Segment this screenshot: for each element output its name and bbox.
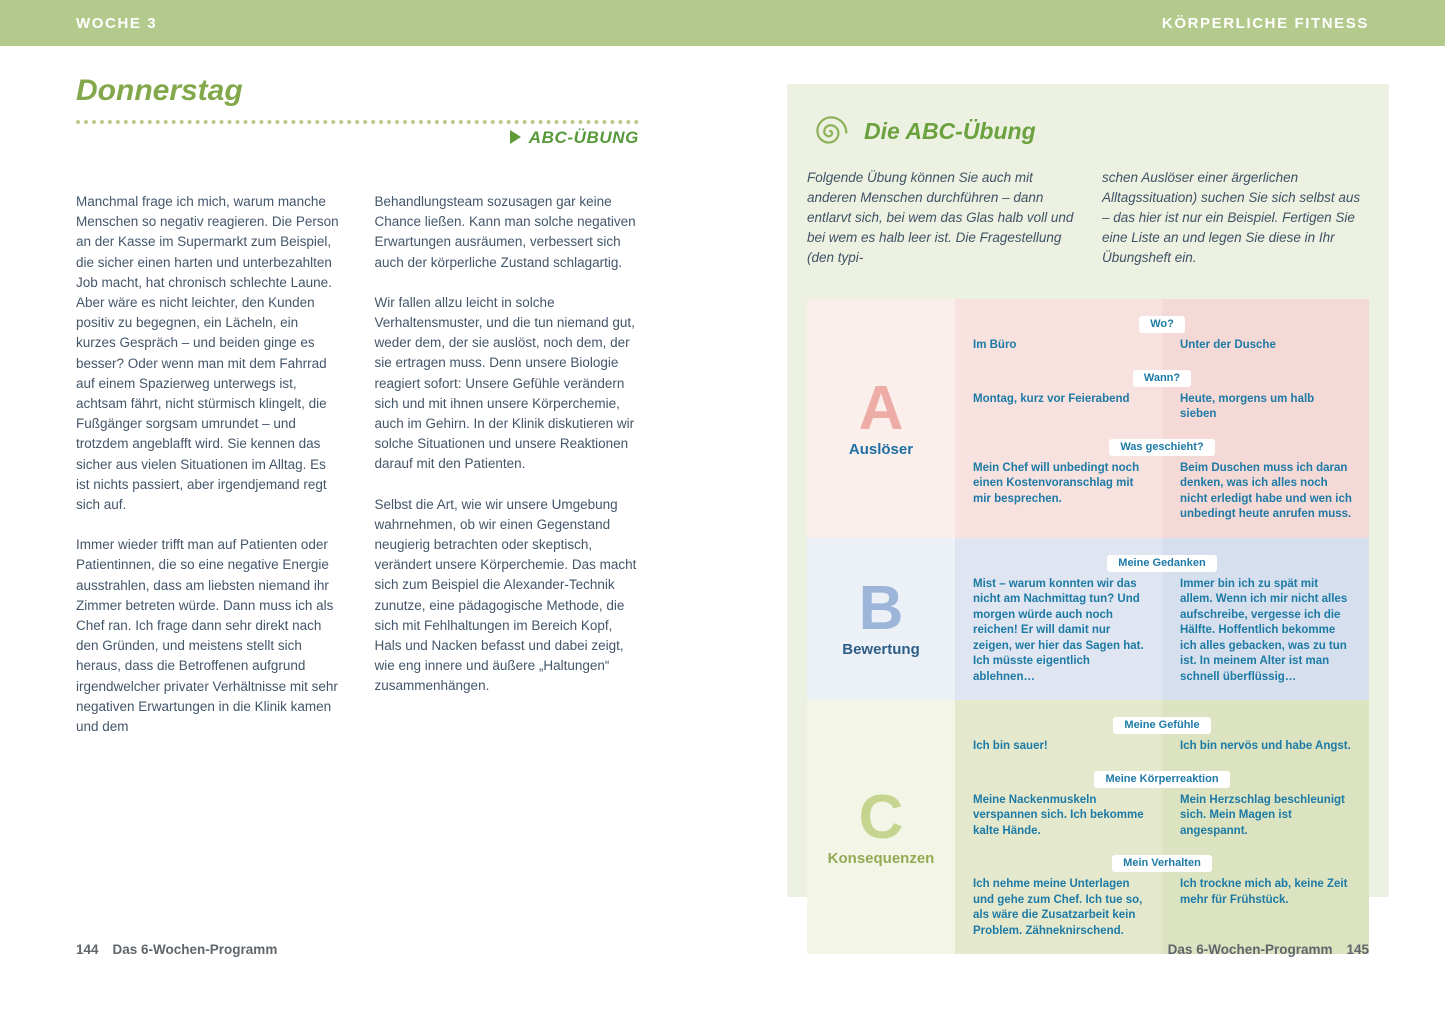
category-chip: Mein Verhalten [1112, 855, 1212, 872]
abc-exercise-panel [787, 84, 1389, 937]
paragraph: Selbst die Art, wie wir unsere Umgebung wahrnehmen, ob wir einen Gegenstand neugierig betrachten oder skeptisch, verändert unsere Körperchemie. Das macht sich zum Beispiel die Alexander-Technik zunutze, eine pädagogische Methode, die sich mit Fehlhaltungen im Bereich Kopf, Hals und Nacken befasst und dabei zeigt, wie eng innere und äußere „Haltungen“ zusammenhängen. [374, 496, 637, 694]
panel-intro-col1: Folgende Übung können Sie auch mit anderen Menschen durchführen – dann entlarvt sich, bei wem das Glas halb voll und bei wem es halb leer ist. Die Fragestellung (den typi- [807, 170, 1074, 265]
panel-title: Die ABC-Übung [864, 117, 1036, 144]
paragraph: Manchmal frage ich mich, warum manche Menschen so negativ reagieren. Die Person an der Kasse im Supermarkt zum Beispiel, die sicher einen harten und unterbezahlten Job macht, hat chronisch schlechte Laune. Aber wäre es nicht leichter, den Kunden positiv zu begegnen, ein Lächeln, ein kurzes Gespräch – und beiden ginge es besser? Oder wenn man mit dem Fahrrad auf einem Spazierweg unterwegs ist, achtsam fährt, nicht stürmisch klingelt, die Fußgänger sorgsam umrundet – und trotzdem angeblafft wird. Sie kennen das sicher aus vielen Situationen im Alltag. Es ist nichts passiert, aber irgendjemand regt sich auf. [76, 194, 339, 513]
row-letter-cell [807, 538, 955, 701]
example-left: Ich bin sauer! [973, 740, 1048, 752]
example-right: Ich trockne mich ab, keine Zeit mehr für Frühstück. [1180, 878, 1348, 906]
text-column-2 [375, 192, 640, 757]
row-letter: A [858, 373, 904, 443]
example-right: Immer bin ich zu spät mit allem. Wenn ich mir nicht alles aufschreibe, vergesse ich die Hälfte. Hoffentlich bekomme ich alles gebacken, was zu tun ist. In meinem Alter ist man schnell überflüssig… [1180, 577, 1348, 683]
panel-intro-col2: schen Auslöser einer ärgerlichen Alltagssituation) suchen Sie sich selbst aus – das hier ist nur ein Beispiel. Fertigen Sie eine Liste an und legen Sie diese in Ihr Übungsheft ein. [1102, 170, 1361, 265]
section-heading-text: ABC-ÜBUNG [528, 128, 639, 147]
example-right: Ich bin nervös und habe Angst. [1180, 740, 1351, 752]
example-left: Im Büro [973, 339, 1017, 351]
text-column-1 [76, 192, 341, 757]
footer-label-left: Das 6-Wochen-Programm [112, 942, 278, 957]
footer-label-right: Das 6-Wochen-Programm [1167, 942, 1333, 957]
panel-header [809, 110, 1369, 152]
body-text [76, 192, 639, 757]
row-label: Konsequenzen [827, 849, 935, 867]
example-right: Heute, morgens um halb sieben [1180, 392, 1315, 420]
example-group [955, 310, 1369, 358]
example-group [955, 549, 1369, 690]
example-group [955, 364, 1369, 427]
row-label: Bewertung [842, 641, 920, 659]
row-content [955, 700, 1369, 954]
header-section-label: KÖRPERLICHE FITNESS [1161, 14, 1369, 32]
row-letter: B [858, 574, 904, 644]
example-group [955, 849, 1369, 943]
paragraph: Behandlungsteam sozusagen gar keine Chance ließen. Kann man solche negativen Erwartungen ausräumen, verbessert sich auch der körperliche Zustand schlagartig. [374, 194, 636, 270]
triangle-right-icon [510, 130, 521, 144]
page-number-right: 145 [1346, 942, 1369, 957]
row-letter-cell [807, 299, 955, 538]
table-row-ausloeser [807, 299, 1369, 538]
category-chip: Wann? [1133, 370, 1191, 387]
row-label: Auslöser [848, 440, 914, 458]
footer-left [76, 942, 277, 957]
row-letter-cell [807, 700, 955, 954]
paragraph: Wir fallen allzu leicht in solche Verhaltensmuster, und die tun niemand gut, weder dem, der sie auslöst, noch dem, der sie ertragen muss. Denn unsere Biologie reagiert sofort: Unsere Gefühle verändern sich und mit ihnen unsere Körperchemie, auch im Gehirn. In der Klinik diskutieren wir solche Situationen und unsere Reaktionen darauf mit den Patienten. [374, 294, 635, 472]
example-left: Meine Nackenmuskeln verspannen sich. Ich bekomme kalte Hände. [973, 793, 1144, 837]
spiral-icon [809, 110, 851, 152]
example-right: Unter der Dusche [1180, 339, 1276, 351]
abc-table [807, 299, 1369, 954]
paragraph: Immer wieder trifft man auf Patienten oder Patientinnen, die so eine negative Energie ausstrahlen, dass am liebsten niemand ihr Zimmer betreten würde. Dann muss ich als Chef ran. Ich frage dann sehr direkt nach den Gründen, und meistens stellt sich heraus, dass die Betroffenen aufgrund irgendwelcher privater Verhältnisse mit sehr negativen Erwartungen in die Klinik kamen und dem [76, 537, 338, 735]
category-chip: Meine Gedanken [1107, 555, 1216, 572]
example-group [955, 433, 1369, 527]
example-right: Beim Duschen muss ich daran denken, was ich alles noch nicht erledigt habe und wen ich unbedingt heute anrufen muss. [1180, 461, 1352, 520]
category-chip: Was geschieht? [1109, 439, 1214, 456]
footer-right [1168, 942, 1369, 957]
example-right: Mein Herzschlag beschleunigt sich. Mein Magen ist angespannt. [1180, 793, 1345, 837]
example-left: Mein Chef will unbedingt noch einen Kostenvoranschlag mit mir besprechen. [973, 461, 1140, 505]
example-left: Montag, kurz vor Feierabend [973, 392, 1130, 405]
row-content [955, 538, 1369, 701]
table-row-konsequenzen [807, 700, 1369, 954]
category-chip: Wo? [1139, 316, 1185, 333]
category-chip: Meine Körperreaktion [1094, 771, 1229, 788]
row-content [955, 299, 1369, 538]
page-header-band [0, 0, 1445, 46]
example-group [955, 765, 1369, 844]
page-title: Donnerstag [76, 74, 639, 124]
section-heading [76, 128, 639, 148]
row-letter: C [858, 782, 904, 852]
table-row-bewertung [807, 538, 1369, 701]
example-left: Ich nehme meine Unterlagen und gehe zum Chef. Ich tue so, als wäre die Zusatzarbeit kein Problem. Zähneknirschend. [973, 878, 1143, 937]
panel-intro [807, 168, 1369, 268]
example-group [955, 711, 1369, 759]
header-week-label: WOCHE 3 [76, 14, 158, 32]
category-chip: Meine Gefühle [1113, 717, 1210, 734]
page-number-left: 144 [76, 942, 99, 957]
example-left: Mist – warum konnten wir das nicht am Nachmittag tun? Und morgen würde auch noch reichen! Er will damit nur zeigen, wer hier das Sagen hat. Ich müsste eigentlich ablehnen… [973, 577, 1144, 683]
